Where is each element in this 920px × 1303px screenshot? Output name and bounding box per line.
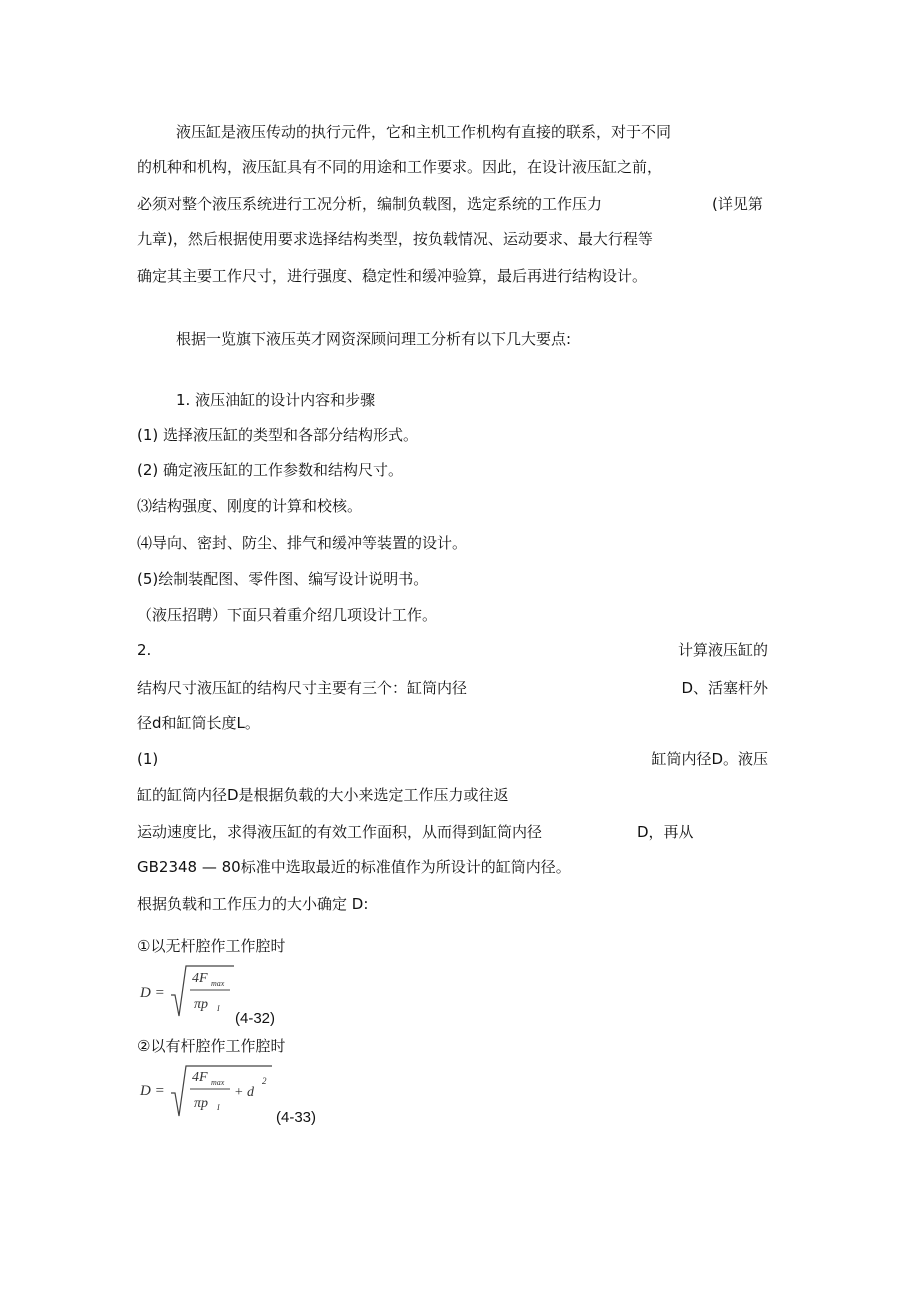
formula-2-sup: 2 [262, 1076, 267, 1086]
intro-line-1: 液压缸是液压传动的执行元件，它和主机工作机构有直接的联系，对于不同 [176, 123, 672, 141]
lead-paragraph: 根据一览旗下液压英才网资深顾问理工分析有以下几大要点: [176, 330, 572, 348]
formula-1-lhs: D = [140, 985, 165, 1001]
intro-line-3: 必须对整个液压系统进行工况分析，编制负载图，选定系统的工作压力 [137, 195, 603, 213]
formula-2-den-sub: I [217, 1103, 220, 1112]
eq-number-4-33: (4-33) [276, 1109, 317, 1126]
sub-1-line-3: 运动速度比，求得液压缸的有效工作面积，从而得到缸筒内径 [137, 823, 543, 841]
intro-line-4: 九章)，然后根据使用要求选择结构类型，按负载情况、运动要求、最大行程等 [137, 230, 653, 248]
step-1: (1) 选择液压缸的类型和各部分结构形式。 [137, 426, 419, 444]
formula-2-numerator: 4F [192, 1070, 208, 1085]
sub-1-line-2: 缸的缸筒内径D是根据负载的大小来选定工作压力或往返 [137, 786, 509, 804]
sub-1-line-4: GB2348 — 80标准中选取最近的标准值作为所设计的缸筒内径。 [137, 858, 571, 876]
step-5: (5)绘制装配图、零件图、编写设计说明书。 [137, 570, 429, 588]
case-2-label: ②以有杆腔作工作腔时 [137, 1037, 286, 1055]
sub-1-line-3-end: D，再从 [637, 823, 694, 841]
eq-number-4-32: (4-32) [235, 1010, 276, 1027]
section-2-title: 计算液压缸的 [677, 641, 768, 659]
formula-1-denominator: πp [194, 997, 209, 1012]
formula-4-32 [138, 962, 238, 1022]
step-2: (2) 确定液压缸的工作参数和结构尺寸。 [137, 461, 404, 479]
formula-2-denominator: πp [194, 1096, 209, 1111]
sub-1-line-5: 根据负载和工作压力的大小确定 D: [137, 895, 369, 913]
section-2-line-3: 径d和缸筒长度L。 [137, 714, 260, 732]
step-3: ⑶结构强度、刚度的计算和校核。 [137, 497, 363, 515]
formula-1-sub: max [211, 979, 225, 988]
section-2-number: 2. [137, 641, 152, 659]
formula-2-plus-d: + d [234, 1085, 254, 1100]
case-1-label: ①以无杆腔作工作腔时 [137, 937, 286, 955]
sub-1-title: 缸筒内径D。液压 [651, 750, 768, 768]
section-2-line-2-end: D、活塞杆外 [681, 679, 768, 697]
intro-line-2: 的机种和机构，液压缸具有不同的用途和工作要求。因此，在设计液压缸之前， [137, 158, 663, 176]
intro-line-3-end: (详见第 [712, 195, 763, 213]
formula-4-33 [138, 1062, 278, 1122]
section-2-line-2: 结构尺寸液压缸的结构尺寸主要有三个：缸筒内径 [137, 679, 468, 697]
formula-1-den-sub: I [217, 1004, 220, 1013]
section-1-note: （液压招聘）下面只着重介绍几项设计工作。 [137, 606, 438, 624]
formula-2-sub: max [211, 1078, 225, 1087]
intro-line-5: 确定其主要工作尺寸，进行强度、稳定性和缓冲验算，最后再进行结构设计。 [137, 267, 648, 285]
formula-1-numerator: 4F [192, 971, 208, 986]
formula-2-lhs: D = [140, 1083, 165, 1099]
section-1-title: 1. 液压油缸的设计内容和步骤 [176, 391, 376, 409]
sub-1-number: (1) [137, 750, 159, 768]
step-4: ⑷导向、密封、防尘、排气和缓冲等装置的设计。 [137, 534, 468, 552]
